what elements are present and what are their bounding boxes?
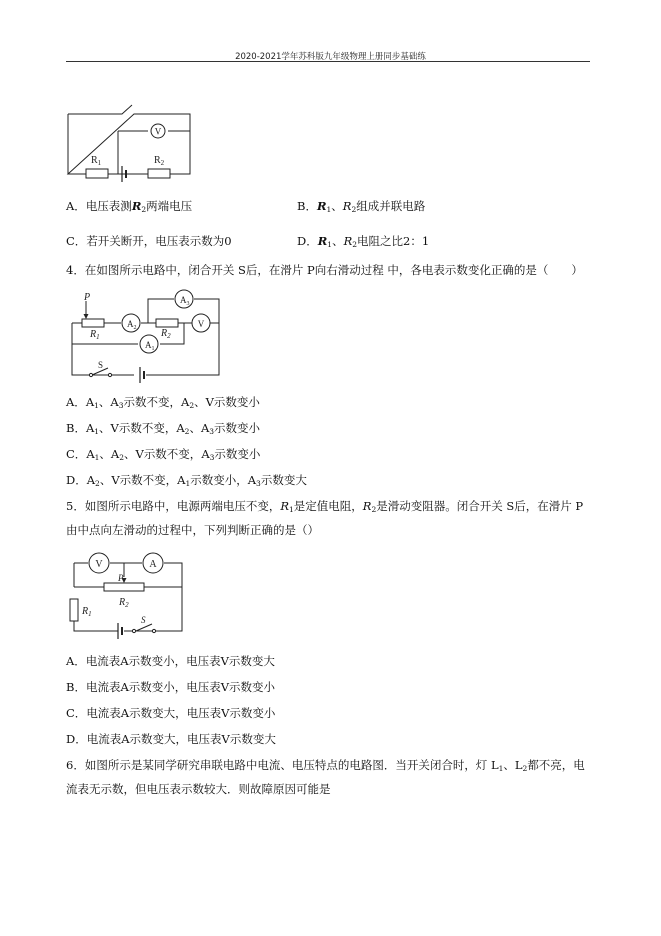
switch-s-label: S [98,360,104,370]
r1-label: $R_1$ [90,329,100,341]
r1-label: $R_1$ [82,606,92,618]
a2-label: $A_2$ [127,319,137,331]
q3-option-c: C．若开关断开，电压表示数为0 [66,234,232,248]
header-divider [66,61,590,62]
wire-loop [68,105,190,174]
voltmeter-label: V [154,126,162,137]
resistor-r2 [104,583,144,591]
q3-option-d: D．$R_1$、$R_2$电阻之比2：1 [297,234,430,249]
q5-stem-line-1: 5．如图所示电路中，电源两端电压不变，$R_1$是定值电阻，$R_2$是滑动变阻器。闭合开关 S后，在滑片 P [66,499,584,514]
v-label: V [95,559,103,570]
r1-label: $R_1$ [91,155,102,167]
q4-stem: 4．在如图所示电路中，闭合开关 S后，在滑片 P向右滑动过程 中，各电表示数变化正确的是（ ） [66,263,583,277]
q5-stem-line-2: 由中点向左滑动的过程中，下列判断正确的是（） [66,523,319,537]
resistor-r1 [86,169,108,178]
a-label: A [149,559,157,570]
circuit-diagram-q4 [64,287,226,385]
q5-option-b: B．电流表A示数变小，电压表V示数变小 [66,680,276,694]
q5-option-d: D．电流表A示数变大，电压表V示数变大 [66,732,276,746]
a3-label: $A_3$ [180,295,190,307]
r2-label: $R_2$ [154,155,165,167]
q4-option-c: C．$A_1$、$A_2$、V示数不变，$A_3$示数变小 [66,447,261,462]
resistor-r1 [82,319,104,327]
resistor-r2 [156,319,178,327]
slider-p-label: P [118,573,124,583]
q6-stem-line-2: 流表无示数，但电压表示数较大．则故障原因可能是 [66,782,331,796]
circuit-diagram-q5 [64,547,188,643]
page-header: 2020-2021学年苏科版九年级物理上册同步基础练 [235,52,426,62]
a1-label: $A_1$ [145,340,155,352]
q5-option-a: A．电流表A示数变小，电压表V示数变大 [66,654,275,668]
q3-option-a: A．电压表测$R_2$两端电压 [66,199,193,214]
q4-option-b: B．$A_1$、V示数不变，$A_2$、$A_3$示数变小 [66,421,261,436]
q6-stem-line-1: 6．如图所示是某同学研究串联电路中电流、电压特点的电路图．当开关闭合时，灯 $L_1$、$L_2$都不亮，电 [66,758,585,773]
v-label: V [197,319,205,329]
resistor-r2 [148,169,170,178]
q4-option-a: A．$A_1$、$A_3$示数不变，$A_2$、V示数变小 [66,395,260,410]
q5-option-c: C．电流表A示数变大，电压表V示数变小 [66,706,276,720]
circuit-diagram-q3 [60,100,200,182]
q4-option-d: D．$A_2$、V示数不变，$A_1$示数变小，$A_3$示数变大 [66,473,307,488]
slider-p-label: P [84,292,91,303]
switch-s-label: S [141,615,146,625]
r2-label: $R_2$ [119,597,129,609]
r2-label: $R_2$ [161,328,171,340]
q3-option-b: B．$R_1$、$R_2$组成并联电路 [297,199,426,214]
resistor-r1 [70,599,78,621]
